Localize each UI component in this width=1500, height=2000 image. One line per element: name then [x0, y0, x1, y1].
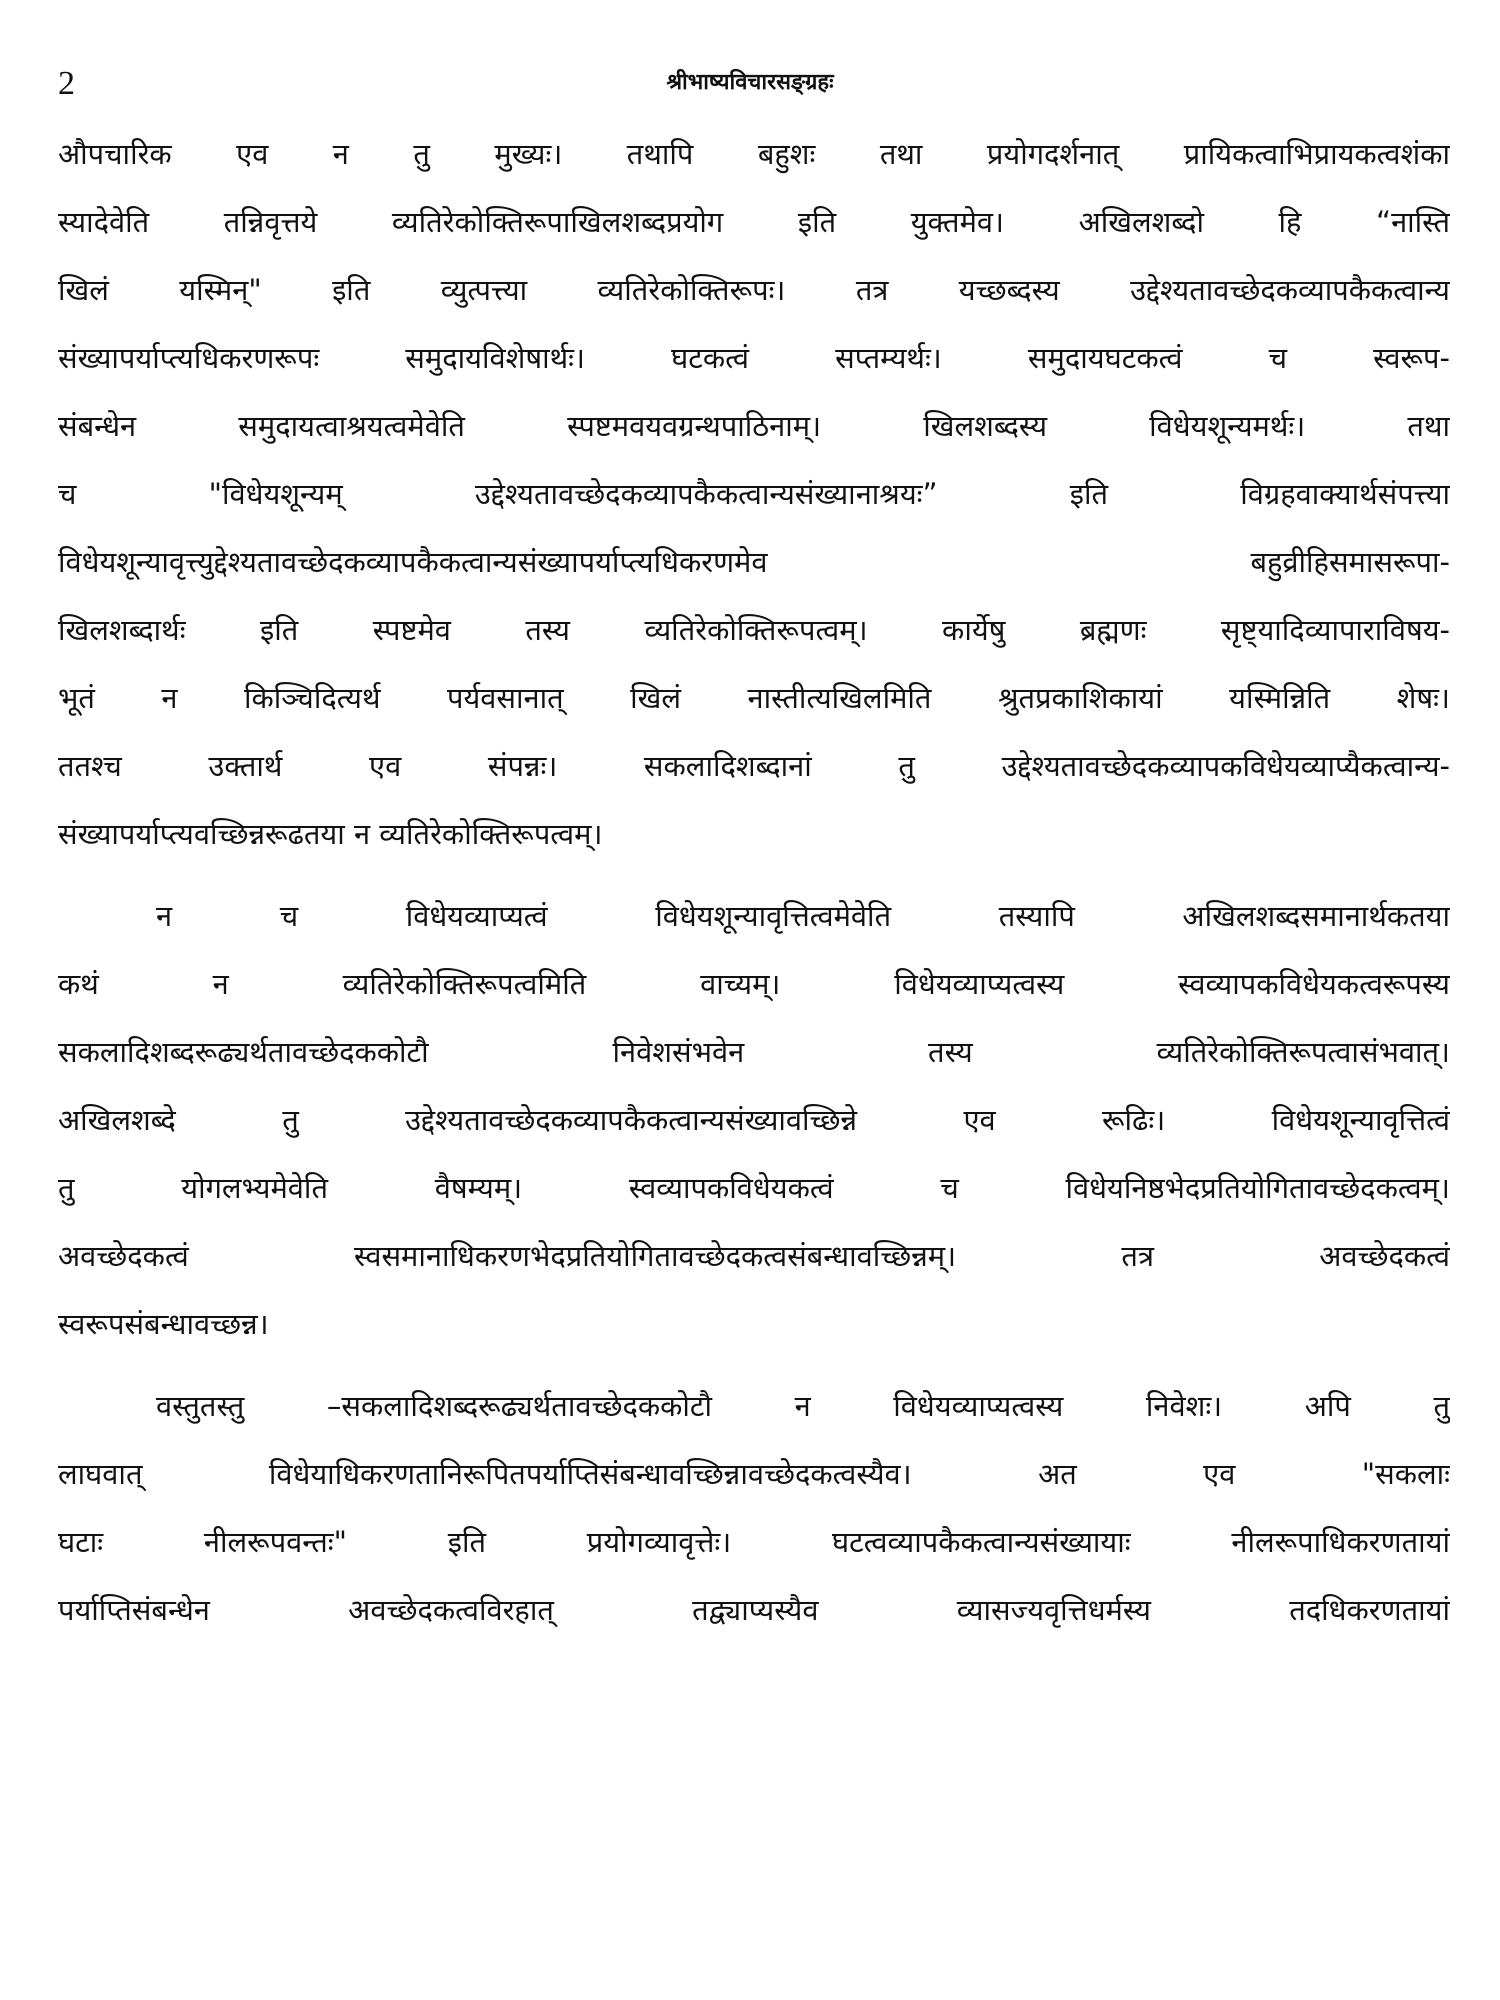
text-line: पर्याप्तिसंबन्धेन अवच्छेदकत्वविरहात् तद्व्याप्यस्यैव व्यासज्यवृत्तिधर्मस्य तदधिकरणतायां [58, 1593, 1450, 1627]
text-line: घटाः नीलरूपवन्तः" इति प्रयोगव्यावृत्तेः। घटत्वव्यापकैकत्वान्यसंख्यायाः नीलरूपाधिकरणतायां [58, 1525, 1450, 1559]
text-line: स्यादेवेति तन्निवृत्तये व्यतिरेकोक्तिरूपाखिलशब्दप्रयोग इति युक्तमेव। अखिलशब्दो हि “नास्ति [58, 205, 1450, 239]
paragraph-1 [58, 120, 1450, 868]
text-line: औपचारिक एव न तु मुख्यः। तथापि बहुशः तथा प्रयोगदर्शनात् प्रायिकत्वाभिप्रायकत्वशंका [58, 137, 1450, 171]
text-line: भूतं न किञ्चिदित्यर्थ पर्यवसानात् खिलं नास्तीत्यखिलमिति श्रुतप्रकाशिकायां यस्मिन्निति शेषः। [58, 681, 1450, 715]
text-line: तु योगलभ्यमेवेति वैषम्यम्। स्वव्यापकविधेयकत्वं च विधेयनिष्ठभेदप्रतियोगितावच्छेदकत्वम्। [58, 1171, 1450, 1205]
paragraph-3 [58, 1372, 1450, 1644]
running-header [58, 64, 1442, 114]
text-line: खिलं यस्मिन्" इति व्युत्पत्त्या व्यतिरेकोक्तिरूपः। तत्र यच्छब्दस्य उद्देश्यतावच्छेदकव्यापकैकत्वान्य [58, 273, 1450, 307]
text-line: संख्यापर्याप्त्यधिकरणरूपः समुदायविशेषार्थः। घटकत्वं सप्तम्यर्थः। समुदायघटकत्वं च स्वरूप- [58, 341, 1450, 375]
body-text [58, 120, 1450, 1644]
text-line: कथं न व्यतिरेकोक्तिरूपत्वमिति वाच्यम्। विधेयव्याप्यत्वस्य स्वव्यापकविधेयकत्वरूपस्य [58, 967, 1450, 1001]
text-line: खिलशब्दार्थः इति स्पष्टमेव तस्य व्यतिरेकोक्तिरूपत्वम्। कार्येषु ब्रह्मणः सृष्ट्यादिव्यापाराविषय- [58, 613, 1450, 647]
text-line: अवच्छेदकत्वं स्वसमानाधिकरणभेदप्रतियोगितावच्छेदकत्वसंबन्धावच्छिन्नम्। तत्र अवच्छेदकत्वं [58, 1239, 1450, 1273]
text-line: न च विधेयव्याप्यत्वं विधेयशून्यावृत्तित्वमेवेति तस्यापि अखिलशब्दसमानार्थकतया [156, 899, 1450, 933]
paragraph-2 [58, 882, 1450, 1358]
text-line: अखिलशब्दे तु उद्देश्यतावच्छेदकव्यापकैकत्वान्यसंख्यावच्छिन्ने एव रूढिः। विधेयशून्यावृत्तित्वं [58, 1103, 1450, 1137]
running-title: श्रीभाष्यविचारसङ्ग्रहः [666, 70, 834, 95]
text-line: ततश्च उक्तार्थ एव संपन्नः। सकलादिशब्दानां तु उद्देश्यतावच्छेदकव्यापकविधेयव्याप्यैकत्वान्य- [58, 749, 1450, 783]
text-line: संख्यापर्याप्त्यवच्छिन्नरूढतया न व्यतिरेकोक्तिरूपत्वम्। [58, 817, 603, 851]
text-line: सकलादिशब्दरूढ्यर्थतावच्छेदककोटौ निवेशसंभवेन तस्य व्यतिरेकोक्तिरूपत्वासंभवात्। [58, 1035, 1450, 1069]
text-line: स्वरूपसंबन्धावच्छन्न। [58, 1307, 269, 1341]
text-line: वस्तुतस्तु –सकलादिशब्दरूढ्यर्थतावच्छेदककोटौ न विधेयव्याप्यत्वस्य निवेशः। अपि तु [156, 1389, 1450, 1423]
page-number: 2 [58, 65, 75, 102]
text-line: च "विधेयशून्यम् उद्देश्यतावच्छेदकव्यापकैकत्वान्यसंख्यानाश्रयः” इति विग्रहवाक्यार्थसंपत्त्या [58, 477, 1450, 511]
text-line: लाघवात् विधेयाधिकरणतानिरूपितपर्याप्तिसंबन्धावच्छिन्नावच्छेदकत्वस्यैव। अत एव "सकलाः [58, 1457, 1450, 1491]
text-line: संबन्धेन समुदायत्वाश्रयत्वमेवेति स्पष्टमवयवग्रन्थपाठिनाम्। खिलशब्दस्य विधेयशून्यमर्थः। तथा [58, 409, 1450, 443]
text-line: विधेयशून्यावृत्त्युद्देश्यतावच्छेदकव्यापकैकत्वान्यसंख्यापर्याप्त्यधिकरणमेव बहुव्रीहिसमासरूपा- [58, 545, 1450, 579]
